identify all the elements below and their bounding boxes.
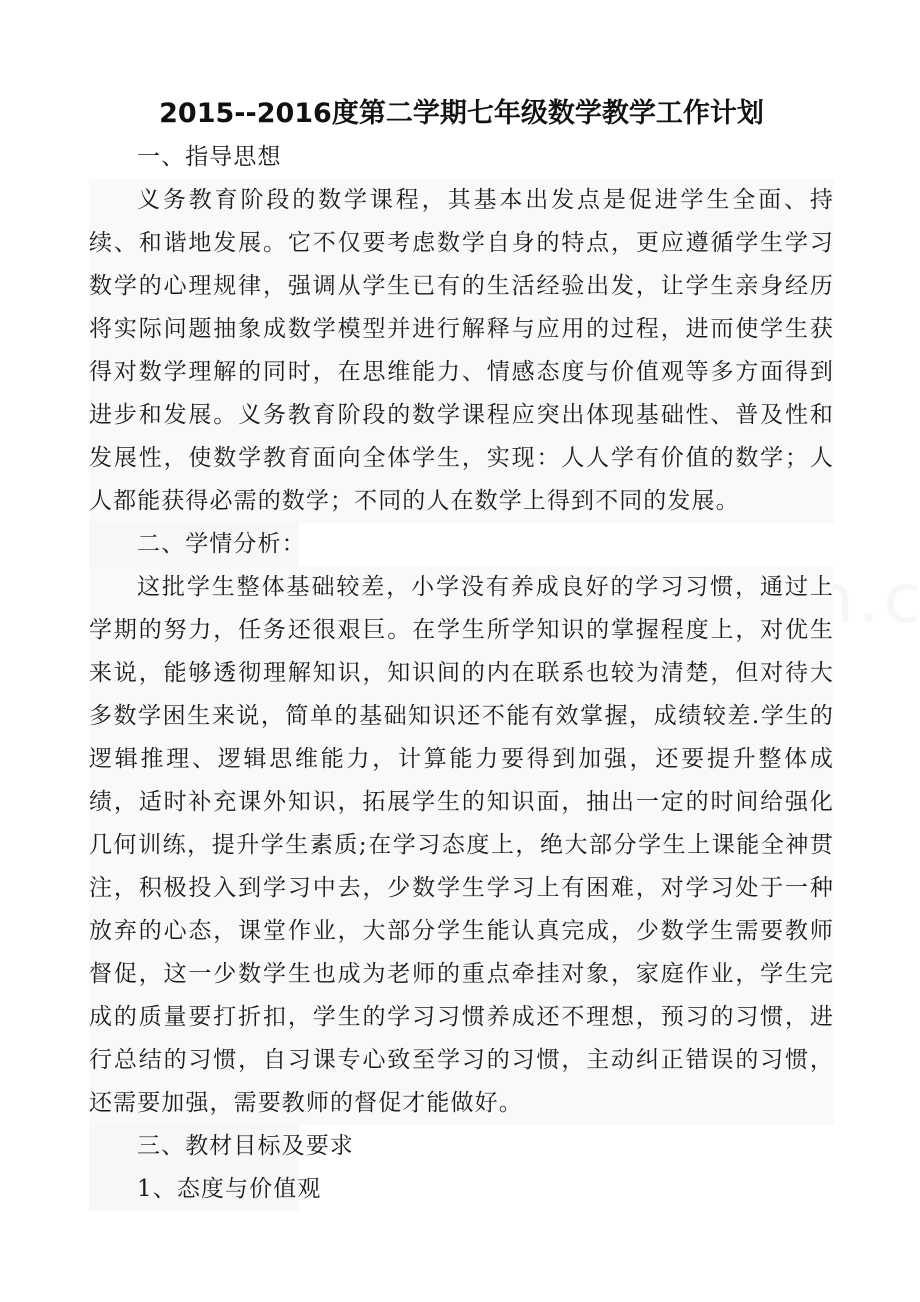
paragraph-guiding-ideology: 义务教育阶段的数学课程，其基本出发点是促进学生全面、持续、和谐地发展。它不仅要考虑数学自身的特点，更应遵循学生学习数学的心理规律，强调从学生已有的生活经验出发，让学生亲身经历将实际问题抽象成数学模型并进行解释与应用的过程，进而使学生获得对数学理解的同时，在思维能力、情感态度与价值观等多方面得到进步和发展。义务教育阶段的数学课程应突出体现基础性、普及性和发展性，使数学教育面向全体学生，实现：人人学有价值的数学；人人都能获得必需的数学；不同的人在数学上得到不同的发展。 bbox=[89, 179, 834, 523]
subheading-attitude-values: 1、态度与价值观 bbox=[89, 1168, 834, 1211]
document-body bbox=[89, 92, 834, 1211]
paragraph-student-analysis: 这批学生整体基础较差，小学没有养成良好的学习习惯，通过上学期的努力，任务还很艰巨。在学生所学知识的掌握程度上，对优生来说，能够透彻理解知识，知识间的内在联系也较为清楚，但对待大多数学困生来说，简单的基础知识还不能有效掌握，成绩较差.学生的逻辑推理、逻辑思维能力，计算能力要得到加强，还要提升整体成绩，适时补充课外知识，拓展学生的知识面，抽出一定的时间给强化几何训练，提升学生素质;在学习态度上，绝大部分学生上课能全神贯注，积极投入到学习中去，少数学生学习上有困难，对学习处于一种放弃的心态，课堂作业，大部分学生能认真完成，少数学生需要教师督促，这一少数学生也成为老师的重点牵挂对象，家庭作业，学生完成的质量要打折扣，学生的学习习惯养成还不理想，预习的习惯，进行总结的习惯，自习课专心致至学习的习惯，主动纠正错误的习惯，还需要加强，需要教师的督促才能做好。 bbox=[89, 566, 834, 1125]
section-heading-textbook-goals: 三、教材目标及要求 bbox=[89, 1125, 834, 1168]
section-heading-guiding-ideology: 一、指导思想 bbox=[89, 136, 834, 179]
section-heading-student-analysis: 二、学情分析： bbox=[89, 523, 834, 566]
document-title: 2015--2016度第二学期七年级数学教学工作计划 bbox=[159, 98, 764, 129]
